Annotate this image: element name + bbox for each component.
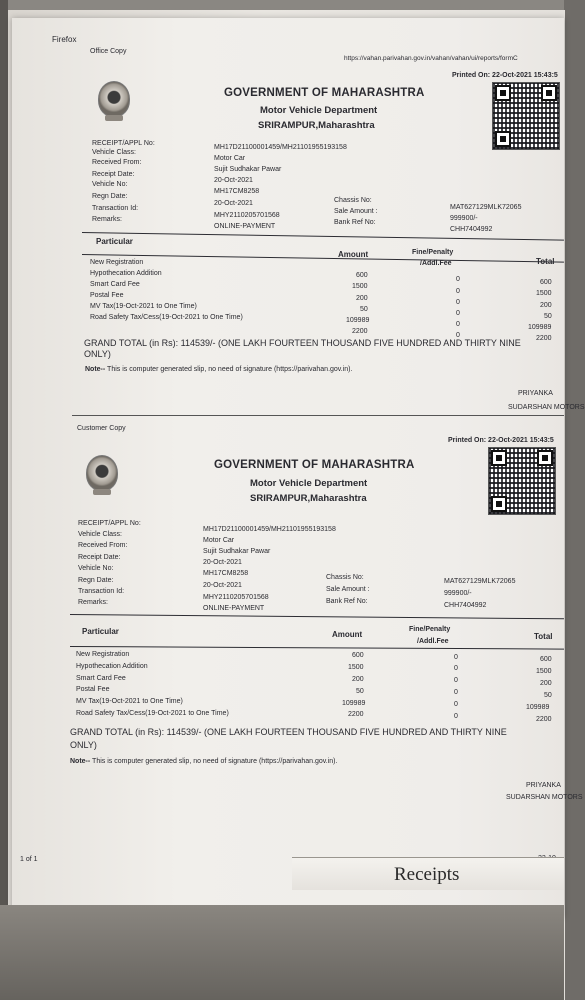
row-particular: Smart Card Fee xyxy=(76,675,126,682)
col-particular: Particular xyxy=(96,237,133,246)
signer-org: SUDARSHAN MOTORS xyxy=(508,404,585,411)
side-label: Chassis No: xyxy=(334,197,372,204)
field-label: RECEIPT/APPL No: xyxy=(92,140,155,147)
field-value: Motor Car xyxy=(203,537,235,544)
field-value: Motor Car xyxy=(214,155,246,162)
field-value: MHY2110205701568 xyxy=(214,212,280,219)
field-label: Transaction Id: xyxy=(92,205,139,212)
row-particular: MV Tax(19-Oct-2021 to One Time) xyxy=(76,698,183,705)
row-fine: 0 xyxy=(454,701,458,708)
row-amount: 50 xyxy=(356,688,364,695)
row-fine: 0 xyxy=(454,677,458,684)
side-label: Chassis No: xyxy=(326,574,364,581)
side-label: Sale Amount : xyxy=(334,208,378,215)
field-value: ONLINE-PAYMENT xyxy=(214,223,276,230)
field-label: Received From: xyxy=(92,159,142,166)
dept-title: Motor Vehicle Department xyxy=(260,105,378,116)
row-particular: Postal Fee xyxy=(90,292,124,299)
row-amount: 109989 xyxy=(346,317,370,324)
side-label: Bank Ref No: xyxy=(326,598,368,605)
row-fine: 0 xyxy=(456,321,460,328)
row-amount: 109989 xyxy=(342,700,366,707)
row-total: 2200 xyxy=(536,716,552,723)
page-url: https://vahan.parivahan.gov.in/vahan/vahan/ui/reports/formC xyxy=(344,55,518,62)
col-addl-fee: /Addl.Fee xyxy=(420,260,452,267)
field-value: 20-Oct-2021 xyxy=(214,177,253,184)
row-fine: 0 xyxy=(454,654,458,661)
col-amount: Amount xyxy=(332,630,363,639)
copy-divider xyxy=(72,415,564,416)
table-top-rule xyxy=(82,232,564,241)
row-particular: New Registration xyxy=(76,651,130,658)
field-label: Remarks: xyxy=(92,216,122,223)
col-fine: Fine/Penalty xyxy=(409,626,451,633)
field-label: Regn Date: xyxy=(92,193,128,200)
field-value: Sujit Sudhakar Pawar xyxy=(214,166,282,173)
row-total: 200 xyxy=(540,680,552,687)
qr-code-icon xyxy=(493,83,559,149)
row-fine: 0 xyxy=(456,310,460,317)
row-amount: 200 xyxy=(356,295,368,302)
field-label: Remarks: xyxy=(78,599,108,606)
qr-code-icon xyxy=(489,448,555,514)
row-amount: 600 xyxy=(356,272,368,279)
government-emblem-icon xyxy=(86,455,118,491)
row-total: 50 xyxy=(544,692,552,699)
row-total: 2200 xyxy=(536,335,552,342)
field-value: 20-Oct-2021 xyxy=(203,559,242,566)
signer-org: SUDARSHAN MOTORS xyxy=(506,794,583,801)
row-particular: Road Safety Tax/Cess(19-Oct-2021 to One Time) xyxy=(90,314,243,321)
row-total: 1500 xyxy=(536,290,552,297)
row-fine: 0 xyxy=(454,713,458,720)
field-value: MH17CM8258 xyxy=(203,570,249,577)
row-total: 600 xyxy=(540,279,552,286)
field-label: RECEIPT/APPL No: xyxy=(78,520,141,527)
table-top-rule xyxy=(70,614,564,619)
grand-total: GRAND TOTAL (in Rs): 114539/- (ONE LAKH FOURTEEN THOUSAND FIVE HUNDRED AND THIRTY NINE xyxy=(84,338,521,348)
col-amount: Amount xyxy=(338,250,369,259)
field-value: MH17D21100001459/MH21101955193158 xyxy=(203,526,336,533)
row-total: 1500 xyxy=(536,668,552,675)
folder-tab-label: Receipts xyxy=(394,864,460,885)
field-value: Sujit Sudhakar Pawar xyxy=(203,548,271,555)
col-particular: Particular xyxy=(82,627,119,636)
row-particular: Postal Fee xyxy=(76,686,110,693)
printed-on: Printed On: 22-Oct-2021 15:43:5 xyxy=(452,72,558,79)
header-rule xyxy=(70,646,564,650)
folder-bottom xyxy=(0,905,564,1000)
col-total: Total xyxy=(534,632,553,641)
note-text: This is computer generated slip, no need of signature (https://parivahan.gov.in). xyxy=(92,758,338,765)
row-particular: New Registration xyxy=(90,259,144,266)
browser-name: Firefox xyxy=(52,35,77,44)
receipt-sheet xyxy=(12,18,585,918)
side-value: MAT627129MLK72065 xyxy=(450,204,522,211)
page-number: 1 of 1 xyxy=(20,856,38,863)
government-emblem-icon xyxy=(98,81,130,117)
row-amount: 50 xyxy=(360,306,368,313)
field-label: Received From: xyxy=(78,542,128,549)
row-particular: Road Safety Tax/Cess(19-Oct-2021 to One Time) xyxy=(76,710,229,717)
copy-label: Office Copy xyxy=(90,48,127,55)
row-fine: 0 xyxy=(456,276,460,283)
grand-total: GRAND TOTAL (in Rs): 114539/- (ONE LAKH FOURTEEN THOUSAND FIVE HUNDRED AND THIRTY NINE xyxy=(70,727,507,737)
row-total: 109989 xyxy=(526,704,550,711)
side-label: Bank Ref No: xyxy=(334,219,376,226)
side-label: Sale Amount : xyxy=(326,586,370,593)
col-fine: Fine/Penalty xyxy=(412,249,454,256)
row-particular: Smart Card Fee xyxy=(90,281,140,288)
field-label: Receipt Date: xyxy=(78,554,121,561)
field-label: Receipt Date: xyxy=(92,171,135,178)
row-fine: 0 xyxy=(456,299,460,306)
field-label: Transaction Id: xyxy=(78,588,125,595)
row-total: 200 xyxy=(540,302,552,309)
row-total: 109989 xyxy=(528,324,552,331)
side-value: 999900/- xyxy=(444,590,472,597)
row-amount: 2200 xyxy=(348,711,364,718)
field-label: Vehicle Class: xyxy=(78,531,122,538)
field-label: Vehicle No: xyxy=(92,181,128,188)
field-value: MH17D21100001459/MH21101955193158 xyxy=(214,144,347,151)
row-amount: 600 xyxy=(352,652,364,659)
side-value: CHH7404992 xyxy=(450,226,493,233)
side-value: CHH7404992 xyxy=(444,602,487,609)
row-fine: 0 xyxy=(454,665,458,672)
govt-title: GOVERNMENT OF MAHARASHTRA xyxy=(224,87,425,99)
note-label: Note-- xyxy=(70,758,91,765)
col-addl-fee: /Addl.Fee xyxy=(417,638,449,645)
note-label: Note-- xyxy=(85,366,106,373)
row-fine: 0 xyxy=(456,288,460,295)
printed-on: Printed On: 22-Oct-2021 15:43:5 xyxy=(448,437,554,444)
row-particular: Hypothecation Addition xyxy=(90,270,162,277)
field-value: ONLINE-PAYMENT xyxy=(203,605,265,612)
field-value: MH17CM8258 xyxy=(214,188,260,195)
field-label: Vehicle No: xyxy=(78,565,114,572)
copy-label: Customer Copy xyxy=(77,425,126,432)
row-amount: 1500 xyxy=(348,664,364,671)
field-value: 20-Oct-2021 xyxy=(214,200,253,207)
signer-name: PRIYANKA xyxy=(518,390,553,397)
row-total: 50 xyxy=(544,313,552,320)
side-value: MAT627129MLK72065 xyxy=(444,578,516,585)
row-particular: Hypothecation Addition xyxy=(76,663,148,670)
signer-name: PRIYANKA xyxy=(526,782,561,789)
grand-total-cont: ONLY) xyxy=(70,740,97,750)
dept-title: Motor Vehicle Department xyxy=(250,478,368,489)
side-value: 999900/- xyxy=(450,215,478,222)
header-rule xyxy=(82,254,564,263)
row-total: 600 xyxy=(540,656,552,663)
field-label: Vehicle Class: xyxy=(92,149,136,156)
note-text: This is computer generated slip, no need of signature (https://parivahan.gov.in). xyxy=(107,366,353,373)
field-label: Regn Date: xyxy=(78,577,114,584)
field-value: MHY2110205701568 xyxy=(203,594,269,601)
row-particular: MV Tax(19-Oct-2021 to One Time) xyxy=(90,303,197,310)
grand-total-cont: ONLY) xyxy=(84,349,111,359)
office-title: SRIRAMPUR,Maharashtra xyxy=(258,120,375,131)
office-title: SRIRAMPUR,Maharashtra xyxy=(250,493,367,504)
field-value: 20-Oct-2021 xyxy=(203,582,242,589)
binder-edge xyxy=(0,0,8,1000)
row-fine: 0 xyxy=(456,332,460,339)
row-amount: 1500 xyxy=(352,283,368,290)
row-amount: 200 xyxy=(352,676,364,683)
row-fine: 0 xyxy=(454,689,458,696)
row-amount: 2200 xyxy=(352,328,368,335)
govt-title: GOVERNMENT OF MAHARASHTRA xyxy=(214,459,415,471)
